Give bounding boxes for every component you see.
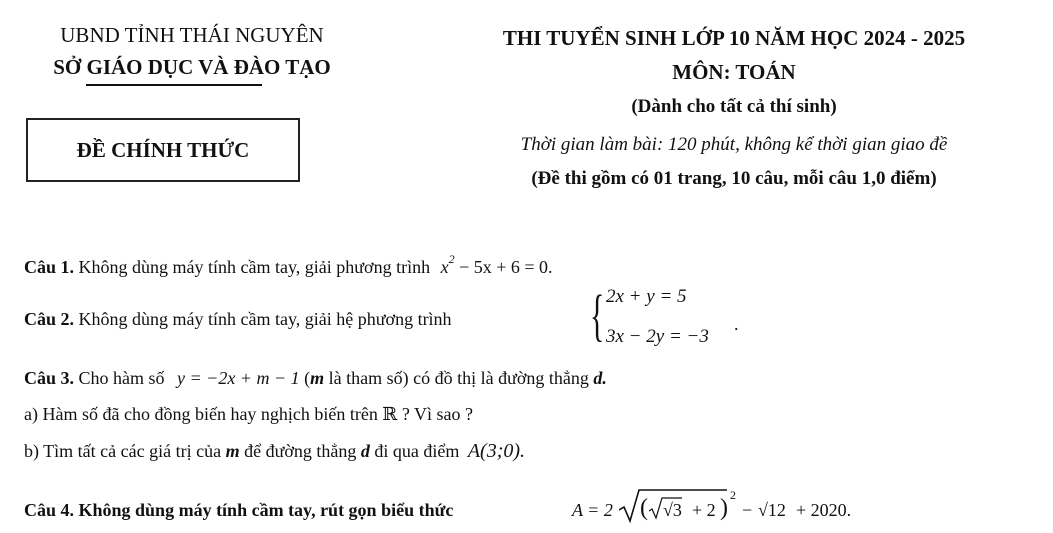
question-3-text-c: là tham số) có đồ thị là đường thẳng	[328, 368, 589, 388]
question-3b-point: A(3;0).	[467, 440, 526, 462]
system-end: .	[734, 314, 739, 334]
expr-a-equals: A = 2	[572, 500, 613, 520]
office-name: SỞ GIÁO DỤC VÀ ĐÀO TẠO	[53, 55, 331, 79]
eq-rest: − 5x + 6 = 0	[459, 257, 549, 277]
office-underline	[86, 84, 262, 86]
question-1	[24, 252, 553, 278]
question-3-paren: (	[304, 368, 311, 388]
question-3-m: m	[310, 368, 325, 388]
question-2-text: Không dùng máy tính cầm tay, giải hệ phương trình	[78, 309, 452, 329]
question-2-label: Câu 2.	[24, 309, 75, 329]
eq-exponent: 2	[448, 252, 455, 266]
question-1-text: Không dùng máy tính cầm tay, giải phương trình	[78, 257, 431, 277]
question-3b-m: m	[225, 441, 240, 461]
system-equation-1: 2x + y = 5	[606, 286, 687, 307]
department-name: UBND TỈNH THÁI NGUYÊN	[60, 23, 324, 47]
question-3	[24, 368, 607, 389]
question-1-label: Câu 1.	[24, 257, 75, 277]
official-stamp-box	[26, 118, 300, 182]
close-paren: )	[720, 495, 728, 521]
audience-note: (Dành cho tất cả thí sinh)	[631, 96, 837, 117]
question-4	[24, 500, 453, 521]
structure-note: (Đề thi gồm có 01 trang, 10 câu, mỗi câu 1,0 điểm)	[531, 168, 937, 189]
exam-title: THI TUYỂN SINH LỚP 10 NĂM HỌC 2024 - 2025	[502, 26, 966, 50]
square-exponent: 2	[730, 488, 736, 502]
question-1-equation	[440, 252, 549, 277]
question-3b-text-b: để đường thẳng	[244, 441, 357, 461]
open-paren: (	[640, 495, 648, 521]
question-3a: a) Hàm số đã cho đồng biến hay nghịch biến trên ℝ ? Vì sao ?	[24, 404, 474, 424]
question-3b-d: d	[360, 441, 370, 461]
question-3-function: y = −2x + m − 1	[177, 368, 300, 388]
time-note: Thời gian làm bài: 120 phút, không kể thời gian giao đề	[520, 134, 948, 155]
minus-sign: −	[742, 500, 753, 520]
system-equation-2: 3x − 2y = −3	[606, 326, 709, 347]
question-3b-text-a: b) Tìm tất cả các giá trị của	[24, 441, 222, 461]
sqrt12: √12	[758, 500, 786, 520]
official-label: ĐỀ CHÍNH THỨC	[76, 137, 250, 162]
system-brace: {	[590, 285, 605, 348]
subject-title: MÔN: TOÁN	[672, 60, 796, 84]
question-2	[24, 309, 452, 330]
eq-x: x	[440, 257, 449, 277]
question-3b	[24, 440, 525, 463]
plus-2020: + 2020.	[796, 500, 852, 520]
question-3-text-a: Cho hàm số	[78, 368, 165, 388]
question-3-d: d.	[593, 368, 607, 388]
question-4-label: Câu 4.	[24, 500, 75, 520]
question-3-label: Câu 3.	[24, 368, 75, 388]
sqrt3: √3	[663, 500, 682, 520]
question-4-text: Không dùng máy tính cầm tay, rút gọn biểu thức	[78, 500, 454, 520]
plus-2: + 2	[692, 500, 716, 520]
eq-end: .	[548, 257, 553, 277]
question-3b-text-c: đi qua điểm	[374, 441, 460, 461]
